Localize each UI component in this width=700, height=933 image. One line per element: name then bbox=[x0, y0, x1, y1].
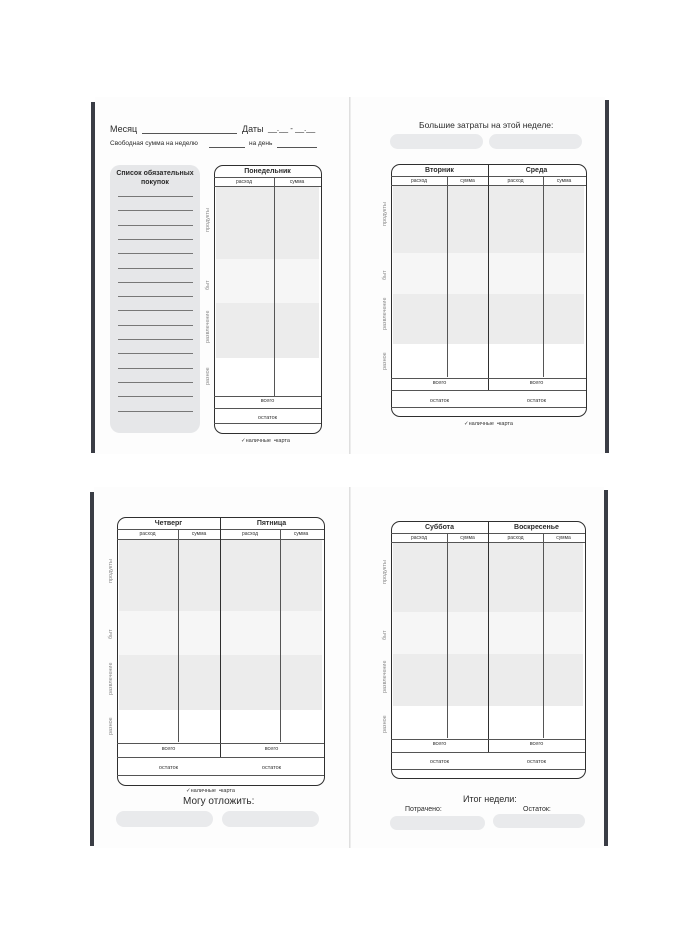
total-line-bottom bbox=[391, 752, 585, 753]
col-expense: расход bbox=[410, 178, 428, 184]
balance-line bbox=[117, 775, 324, 776]
balance-line bbox=[214, 423, 321, 424]
per-day-field[interactable] bbox=[277, 147, 317, 148]
day-saturday: Суббота bbox=[424, 524, 455, 531]
col-sum: сумма bbox=[191, 531, 207, 537]
legend-card: карта bbox=[498, 421, 513, 427]
spent-field[interactable] bbox=[390, 816, 485, 830]
column-divider bbox=[543, 533, 544, 738]
total-label: всего bbox=[529, 741, 544, 747]
total-label: всего bbox=[432, 741, 447, 747]
weekly-sum-label: Свободная сумма на неделю bbox=[110, 140, 198, 147]
cover-edge-right bbox=[604, 490, 608, 846]
legend-card: карта bbox=[220, 788, 235, 794]
payment-legend bbox=[464, 421, 513, 427]
cat-products: продукты bbox=[108, 559, 114, 583]
day-sunday: Воскресенье bbox=[514, 524, 559, 531]
save-slot-2[interactable] bbox=[222, 811, 319, 827]
check-icon: ✓ bbox=[241, 438, 246, 444]
cat-misc: разное bbox=[205, 367, 211, 385]
shopping-list-line[interactable] bbox=[118, 196, 193, 197]
week-summary-title: Итог недели: bbox=[463, 794, 517, 804]
shopping-list-line[interactable] bbox=[118, 396, 193, 397]
check-icon: ✓ bbox=[186, 788, 191, 794]
legend-cash: наличные bbox=[468, 421, 494, 427]
balance-label: остаток bbox=[261, 765, 282, 771]
dates-label: Даты bbox=[242, 124, 264, 134]
dates-field[interactable]: __.__ - __.__ bbox=[268, 124, 316, 133]
weekly-sum-field[interactable] bbox=[209, 147, 245, 148]
save-slot-1[interactable] bbox=[116, 811, 213, 827]
balance-label: остаток bbox=[158, 765, 179, 771]
cat-entertainment: развлечение bbox=[108, 662, 114, 695]
shopping-list-line[interactable] bbox=[118, 411, 193, 412]
spent-label: Потрачено: bbox=[405, 806, 442, 813]
shopping-list-line[interactable] bbox=[118, 325, 193, 326]
column-divider bbox=[447, 533, 448, 738]
cat-products: продукты bbox=[382, 202, 388, 226]
total-label: всего bbox=[260, 398, 275, 404]
shopping-list-line[interactable] bbox=[118, 382, 193, 383]
payment-legend bbox=[186, 788, 235, 794]
shopping-list-line[interactable] bbox=[118, 310, 193, 311]
can-save-title: Могу отложить: bbox=[183, 796, 255, 807]
cat-entertainment: развлечение bbox=[382, 660, 388, 693]
shopping-list-title: Список обязательных покупок bbox=[116, 170, 194, 186]
col-expense: расход bbox=[507, 178, 524, 184]
total-line-bottom bbox=[117, 757, 324, 758]
column-divider bbox=[543, 176, 544, 377]
per-day-label: на день bbox=[249, 140, 273, 147]
page-fold bbox=[349, 487, 351, 848]
cat-misc: разное bbox=[382, 715, 388, 733]
day-wednesday: Среда bbox=[525, 167, 548, 174]
dot-icon: • bbox=[218, 788, 221, 794]
dot-icon: • bbox=[273, 438, 276, 444]
cat-household: быт bbox=[382, 270, 388, 280]
cat-entertainment: развлечение bbox=[382, 297, 388, 330]
remaining-field[interactable] bbox=[493, 814, 585, 828]
dot-icon: • bbox=[496, 421, 499, 427]
cat-misc: разное bbox=[382, 352, 388, 370]
balance-line bbox=[391, 407, 586, 408]
column-divider bbox=[280, 529, 281, 742]
col-sum: сумма bbox=[460, 178, 475, 184]
day-friday: Пятница bbox=[256, 520, 287, 527]
cat-household: быт bbox=[382, 630, 388, 640]
col-expense: расход bbox=[139, 531, 156, 537]
total-label: всего bbox=[432, 380, 447, 386]
day-divider bbox=[220, 517, 221, 758]
total-label: всего bbox=[264, 746, 279, 752]
balance-label: остаток bbox=[429, 759, 450, 765]
shopping-list-line[interactable] bbox=[118, 296, 193, 297]
legend-card: карта bbox=[275, 438, 290, 444]
day-monday: Понедельник bbox=[244, 168, 291, 175]
col-expense: расход bbox=[241, 531, 259, 537]
subheader-divider bbox=[214, 186, 321, 187]
shopping-list-line[interactable] bbox=[118, 253, 193, 254]
day-divider bbox=[488, 164, 489, 390]
col-sum: сумма bbox=[293, 531, 309, 537]
balance-label: остаток bbox=[429, 398, 450, 404]
total-line-top bbox=[391, 378, 586, 379]
legend-cash: наличные bbox=[245, 438, 271, 444]
month-label: Месяц bbox=[110, 124, 138, 134]
col-sum: сумма bbox=[556, 535, 571, 541]
cat-misc: разное bbox=[108, 717, 114, 735]
col-sum: сумма bbox=[556, 178, 572, 184]
column-divider bbox=[447, 176, 448, 377]
shopping-list-panel bbox=[110, 165, 200, 433]
total-line-top bbox=[214, 396, 321, 397]
big-expense-slot-2[interactable] bbox=[489, 134, 582, 149]
shopping-list-line[interactable] bbox=[118, 225, 193, 226]
col-expense: расход bbox=[235, 179, 253, 185]
balance-label: остаток bbox=[257, 415, 278, 421]
shopping-list-line[interactable] bbox=[118, 353, 193, 354]
total-line-bottom bbox=[214, 408, 321, 409]
shopping-list-line[interactable] bbox=[118, 368, 193, 369]
shopping-list-line[interactable] bbox=[118, 210, 193, 211]
remaining-label: Остаток: bbox=[523, 806, 551, 813]
total-label: всего bbox=[161, 746, 176, 752]
col-sum: сумма bbox=[289, 179, 305, 185]
cat-products: продукты bbox=[205, 208, 211, 232]
header-divider bbox=[214, 177, 321, 178]
cat-household: быт bbox=[205, 280, 211, 290]
legend-cash: наличные bbox=[190, 788, 216, 794]
col-expense: расход bbox=[507, 535, 524, 541]
cover-edge-right bbox=[605, 100, 609, 453]
band-products bbox=[216, 187, 319, 259]
day-tuesday: Вторник bbox=[425, 167, 454, 174]
column-divider bbox=[178, 529, 179, 742]
balance-line bbox=[391, 769, 585, 770]
shopping-list-line[interactable] bbox=[118, 339, 193, 340]
check-icon: ✓ bbox=[464, 421, 469, 427]
band-household bbox=[216, 259, 319, 303]
shopping-list-line[interactable] bbox=[118, 282, 193, 283]
total-label: всего bbox=[529, 380, 544, 386]
col-expense: расход bbox=[410, 535, 428, 541]
column-divider bbox=[274, 177, 275, 396]
total-line-bottom bbox=[391, 390, 586, 391]
total-line-top bbox=[391, 739, 585, 740]
cat-products: продукты bbox=[382, 560, 388, 584]
month-field[interactable] bbox=[142, 133, 237, 134]
total-line-top bbox=[117, 743, 324, 744]
page-fold bbox=[349, 97, 351, 454]
col-sum: сумма bbox=[460, 535, 475, 541]
cat-entertainment: развлечение bbox=[205, 310, 211, 343]
big-expenses-title: Большие затраты на этой неделе: bbox=[419, 120, 554, 130]
shopping-list-line[interactable] bbox=[118, 239, 193, 240]
big-expense-slot-1[interactable] bbox=[390, 134, 483, 149]
cat-household: быт bbox=[108, 629, 114, 639]
balance-label: остаток bbox=[526, 398, 547, 404]
payment-legend bbox=[241, 438, 290, 444]
shopping-list-line[interactable] bbox=[118, 268, 193, 269]
balance-label: остаток bbox=[526, 759, 547, 765]
day-thursday: Четверг bbox=[154, 520, 183, 527]
day-divider bbox=[488, 521, 489, 752]
band-entertainment bbox=[216, 303, 319, 358]
